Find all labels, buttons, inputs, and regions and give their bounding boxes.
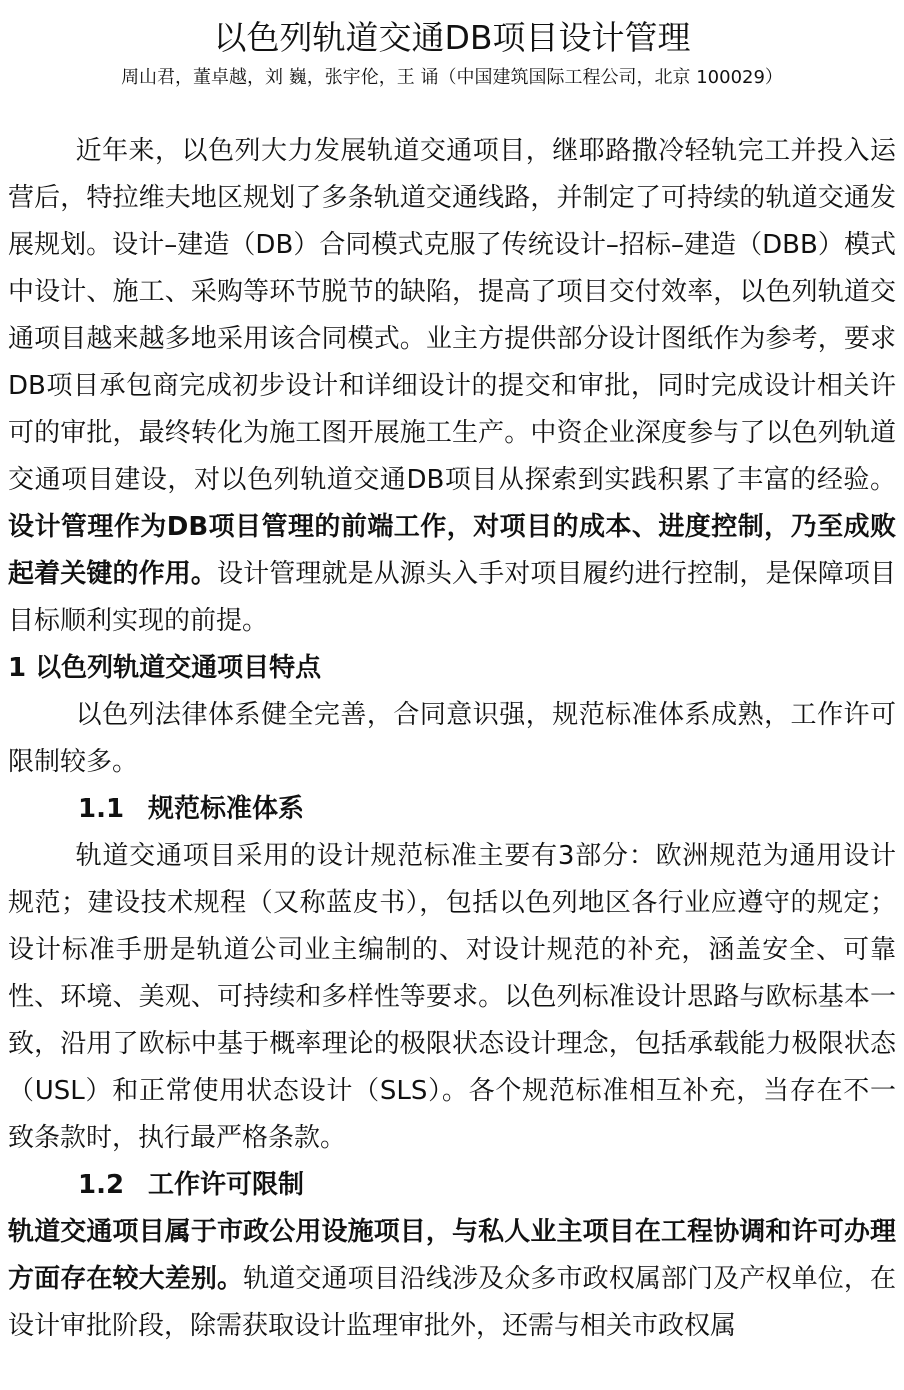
section-1-1-paragraph: 轨道交通项目采用的设计规范标准主要有3部分：欧洲规范为通用设计规范；建设技术规程（又称蓝皮书），包括以色列地区各行业应遵守的规定；设计标准手册是轨道公司业主编制的、对设计规范的补充，涵盖安全、可靠性、环境、美观、可持续和多样性等要求。以色列标准设计思路与欧标基本一致，沿用了欧标中基于概率理论的极限状态设计理念，包括承载能力极限状态（USL）和正常使用状态设计（SLS）。各个规范标准相互补充，当存在不一致条款时，执行最严格条款。 — [8, 841, 896, 1153]
author-line: 周山君，董卓越，刘 巍，张宇伦，王 诵（中国建筑国际工程公司，北京 100029） — [121, 67, 783, 88]
section-1-1-number: 1.1 — [78, 794, 125, 824]
paper-title: 以色列轨道交通DB项目设计管理 — [213, 18, 691, 57]
section-1-2-bold-text: 轨道交通项目属于市政公用设施项目，与私人业主项目在工程协调和许可办理方面存在较大差别。 — [8, 1217, 896, 1294]
intro-text: 近年来，以色列大力发展轨道交通项目，继耶路撒冷轻轨完工并投入运营后，特拉维夫地区规划了多条轨道交通线路，并制定了可持续的轨道交通发展规划。设计–建造（DB）合同模式克服了传统设计–招标–建造（DBB）模式中设计、施工、采购等环节脱节的缺陷，提高了项目交付效率，以色列轨道交通项目越来越多地采用该合同模式。业主方提供部分设计图纸作为参考，要求DB项目承包商完成初步设计和详细设计的提交和审批，同时完成设计相关许可的审批，最终转化为施工图开展施工生产。中资企业深度参与了以色列轨道交通项目建设，对以色列轨道交通DB项目从探索到实践积累了丰富的经验。 — [8, 136, 896, 495]
intro-tail-text: 设计管理就是从源头入手对项目履约进行控制，是保障项目目标顺利实现的前提。 — [8, 559, 896, 636]
section-1-2-heading — [8, 1162, 896, 1209]
paper-page — [0, 16, 904, 1390]
section-1-2-title: 工作许可限制 — [148, 1170, 305, 1200]
intro-bold-text: 设计管理作为DB项目管理的前端工作，对项目的成本、进度控制，乃至成败起着关键的作用。 — [8, 512, 896, 589]
section-1-2-paragraph — [8, 1209, 896, 1350]
paper-body — [8, 128, 896, 1350]
section-1-heading: 1 以色列轨道交通项目特点 — [8, 653, 322, 683]
section-1-2-text: 轨道交通项目沿线涉及众多市政权属部门及产权单位，在设计审批阶段，除需获取设计监理审批外，还需与相关市政权属 — [8, 1264, 896, 1341]
section-1-1-heading — [8, 786, 896, 833]
intro-paragraph — [8, 128, 896, 645]
section-1-2-number: 1.2 — [78, 1170, 125, 1200]
section-1-1-title: 规范标准体系 — [148, 794, 305, 824]
section-1-paragraph: 以色列法律体系健全完善，合同意识强，规范标准体系成熟，工作许可限制较多。 — [8, 700, 896, 777]
